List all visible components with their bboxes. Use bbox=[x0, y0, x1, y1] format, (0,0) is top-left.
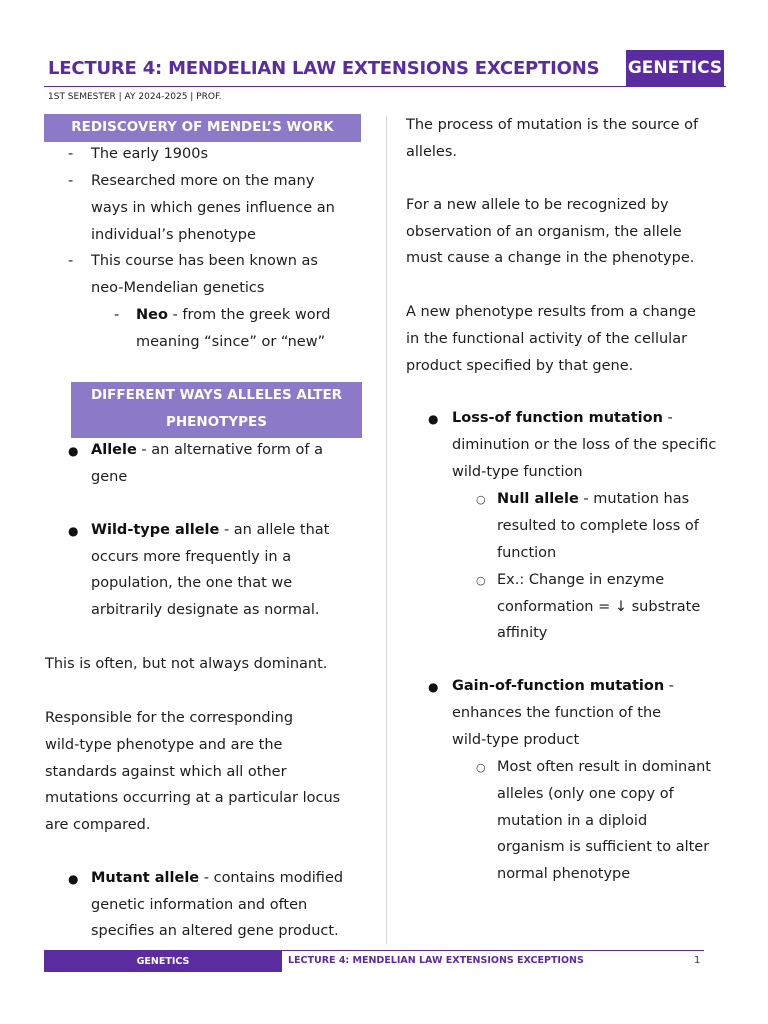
footer-divider bbox=[282, 950, 704, 951]
allele-definition-cont: gene bbox=[91, 469, 128, 485]
mutant-cont: genetic information and often bbox=[91, 897, 308, 913]
wild-type-cont: population, the one that we bbox=[91, 575, 293, 591]
paragraph: A new phenotype results from a change bbox=[406, 304, 696, 320]
wild-type-definition bbox=[91, 517, 329, 544]
banner-line: DIFFERENT WAYS ALLELES ALTER bbox=[90, 387, 343, 403]
paragraph: wild-type phenotype and are the bbox=[45, 737, 283, 753]
mutant-term: Mutant allele bbox=[91, 870, 200, 886]
dominant-cont: alleles (only one copy of bbox=[497, 786, 674, 802]
paragraph: mutations occurring at a particular locus bbox=[45, 790, 341, 806]
dominant-cont: normal phenotype bbox=[497, 866, 631, 882]
dominant-note: Most often result in dominant bbox=[497, 759, 711, 775]
neo-term: Neo bbox=[136, 307, 168, 323]
loss-of-function-term: Loss-of function mutation bbox=[452, 410, 663, 426]
paragraph: Responsible for the corresponding bbox=[45, 710, 294, 726]
null-cont: resulted to complete loss of bbox=[497, 518, 699, 534]
gof-cont: enhances the function of the bbox=[452, 705, 662, 721]
paragraph: alleles. bbox=[406, 144, 457, 160]
wild-type-cont: arbitrarily designate as normal. bbox=[91, 602, 320, 618]
page-number: 1 bbox=[694, 955, 701, 966]
section-banner-alleles bbox=[71, 382, 362, 438]
null-allele-term: Null allele bbox=[497, 491, 579, 507]
mutant-def: - contains modified bbox=[199, 870, 344, 886]
example-cont: conformation = ↓ substrate bbox=[497, 599, 701, 615]
gof-cont: wild-type product bbox=[452, 732, 580, 748]
gof-dash: - bbox=[664, 678, 674, 694]
mutant-definition bbox=[91, 865, 343, 892]
dash-marker: - bbox=[68, 146, 74, 162]
list-item: This course has been known as bbox=[91, 253, 318, 269]
wild-type-cont: occurs more frequently in a bbox=[91, 549, 292, 565]
dominant-cont: organism is sufficient to alter bbox=[497, 839, 710, 855]
null-cont: function bbox=[497, 545, 557, 561]
dash-marker: - bbox=[68, 173, 74, 189]
paragraph: observation of an organism, the allele bbox=[406, 224, 682, 240]
footer-title: LECTURE 4: MENDELIAN LAW EXTENSIONS EXCEPTIONS bbox=[288, 955, 584, 966]
list-item: Researched more on the many bbox=[91, 173, 315, 189]
wild-type-def: - an allele that bbox=[219, 522, 330, 538]
loss-of-function-definition bbox=[452, 405, 673, 432]
paragraph: must cause a change in the phenotype. bbox=[406, 250, 695, 266]
list-item-cont: neo-Mendelian genetics bbox=[91, 280, 265, 296]
paragraph: in the functional activity of the cellular bbox=[406, 331, 688, 347]
bullet-icon: ● bbox=[68, 524, 79, 538]
paragraph: For a new allele to be recognized by bbox=[406, 197, 669, 213]
bullet-icon: ● bbox=[428, 412, 439, 426]
lof-dash: - bbox=[662, 410, 673, 426]
header-divider bbox=[44, 86, 726, 87]
subject-badge: GENETICS bbox=[626, 50, 724, 86]
paragraph: product specified by that gene. bbox=[406, 358, 634, 374]
neo-definition-cont: meaning “since” or “new” bbox=[136, 334, 326, 350]
dash-marker: - bbox=[114, 307, 120, 323]
column-divider bbox=[386, 116, 387, 944]
page-title: LECTURE 4: MENDELIAN LAW EXTENSIONS EXCEPTIONS bbox=[48, 58, 600, 79]
footer-subject: GENETICS bbox=[44, 950, 282, 972]
list-item: The early 1900s bbox=[91, 146, 209, 162]
semester-info: 1ST SEMESTER | AY 2024-2025 | PROF. bbox=[48, 92, 222, 102]
example-text: Ex.: Change in enzyme bbox=[497, 572, 665, 588]
lof-cont: diminution or the loss of the specific bbox=[452, 437, 717, 453]
bullet-icon: ● bbox=[428, 680, 439, 694]
allele-definition bbox=[91, 437, 323, 464]
neo-definition bbox=[136, 302, 330, 329]
wild-type-term: Wild-type allele bbox=[91, 522, 220, 538]
paragraph: standards against which all other bbox=[45, 764, 287, 780]
neo-def: - from the greek word bbox=[167, 307, 331, 323]
lof-cont: wild-type function bbox=[452, 464, 583, 480]
gain-of-function-definition bbox=[452, 673, 674, 700]
paragraph: This is often, but not always dominant. bbox=[45, 656, 328, 672]
banner-line: PHENOTYPES bbox=[165, 414, 267, 430]
section-banner-rediscovery: REDISCOVERY OF MENDEL’S WORK bbox=[44, 114, 361, 142]
list-item-cont: individual’s phenotype bbox=[91, 227, 256, 243]
allele-term: Allele bbox=[91, 442, 137, 458]
bullet-icon: ● bbox=[68, 444, 79, 458]
allele-def: - an alternative form of a bbox=[136, 442, 323, 458]
gain-of-function-term: Gain-of-function mutation bbox=[452, 678, 665, 694]
paragraph: are compared. bbox=[45, 817, 151, 833]
example-cont: affinity bbox=[497, 625, 548, 641]
dominant-cont: mutation in a diploid bbox=[497, 813, 648, 829]
list-item-cont: ways in which genes influence an bbox=[91, 200, 335, 216]
paragraph: The process of mutation is the source of bbox=[406, 117, 699, 133]
null-allele-definition bbox=[497, 486, 689, 513]
bullet-icon: ● bbox=[68, 872, 79, 886]
mutant-cont: specifies an altered gene product. bbox=[91, 923, 339, 939]
circle-bullet-icon: ○ bbox=[476, 493, 486, 506]
circle-bullet-icon: ○ bbox=[476, 761, 486, 774]
dash-marker: - bbox=[68, 253, 74, 269]
circle-bullet-icon: ○ bbox=[476, 574, 486, 587]
null-def: - mutation has bbox=[578, 491, 690, 507]
